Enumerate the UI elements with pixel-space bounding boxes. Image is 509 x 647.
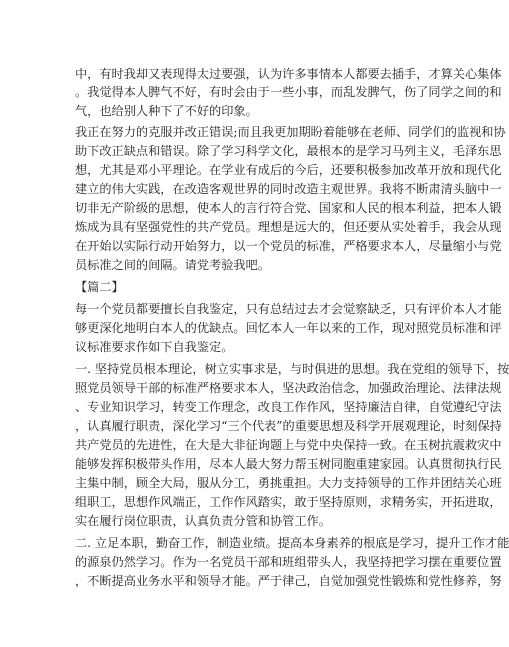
paragraph-line-20: 能够发挥积极带头作用，尽本人最大努力帮玉树同胞重建家园。认真贯彻执行民 [75,457,502,471]
paragraph-line-10: 在开始以实际行动开始努力，以一个党员的标准，严格要求本人，尽量缩小与党 [75,239,502,253]
paragraph-line-12: 每一个党员都要擅长自我鉴定，只有总结过去才会觉察缺乏，只有评价本人才能 [75,302,502,316]
paragraph-line-8: 切非无产阶级的思想，使本人的言行符合党、国家和人民的根本利益，把本人锻 [75,201,502,215]
paragraph-line-14: 议标准要求作如下自我鉴定。 [75,340,234,354]
paragraph-line-9: 炼成为具有坚强党性的共产党员。理想是远大的，但还要从实处着手，我会从现 [75,220,502,234]
paragraph-line-2: 。我觉得本人脾气不好，有时会由于一些小事，而乱发脾气，伤了同学之间的和 [75,85,502,99]
paragraph-line-13: 够更深化地明白本人的优缺点。回忆本人一年以来的工作，现对照党员标准和评 [75,321,502,335]
paragraph-line-1: 中，有时我却又表现得太过要强，认为许多事情本人都要去插手，才算关心集体 [75,67,502,81]
paragraph-line-18: ，认真履行职责，深化学习“三个代表”的重要思想及科学开展观理论，时刻保持 [75,419,502,433]
paragraph-line-24: 二. 立足本职，勤奋工作，制造业绩。提高本身素养的根底是学习，提升工作才能 [75,536,509,550]
paragraph-line-11: 员标准之间的间隔。请党考验我吧。 [75,258,270,272]
paragraph-line-3: 气，也给别人种下了不好的印象。 [75,104,258,118]
paragraph-line-5: 助下改正缺点和错误。除了学习科学文化，最根本的是学习马列主义，毛泽东思 [75,144,502,158]
paragraph-line-25: 的源泉仍然学习。作为一名党员干部和班组带头人，我坚持把学习摆在重要位置 [75,555,502,569]
paragraph-line-23: 实在履行岗位职责，认真负责分管和协管工作。 [75,514,331,528]
paragraph-line-16: 照党员领导干部的标准严格要求本人，坚决政治信念，加强政治理论、法律法规 [75,381,502,395]
paragraph-line-26: ，不断提高业务水平和领导才能。严于律己，自觉加强党性锻炼和党性修养，努 [75,574,502,588]
paragraph-line-22: 组职工，思想作风端正，工作作风踏实，敢于坚持原则，求精务实，开拓进取， [75,495,502,509]
paragraph-line-19: 共产党员的先进性，在大是大非征询题上与党中央保持一致。在玉树抗震救灾中 [75,438,502,452]
paragraph-line-4: 我正在努力的克服并改正错误;而且我更加期盼着能够在老师、同学们的监视和协 [75,125,506,139]
paragraph-line-21: 主集中制，顾全大局，服从分工，勇挑重担。大力支持领导的工作并团结关心班 [75,476,502,490]
section-heading: 【篇二】 [75,280,124,294]
paragraph-line-17: 、专业知识学习，转变工作理念，改良工作作风，坚持廉洁自律，自觉遵纪守法 [75,400,502,414]
paragraph-line-15: 一. 坚持党员根本理论，树立实事求是，与时俱进的思想。我在党组的领导下，按 [75,362,509,376]
paragraph-line-6: 想，尤其是邓小平理论。在学业有成后的今后，还要积极参加改革开放和现代化 [75,163,502,177]
paragraph-line-7: 建立的伟大实践，在改造客观世界的同时改造主观世界。我将不断肃清头脑中一 [75,182,502,196]
